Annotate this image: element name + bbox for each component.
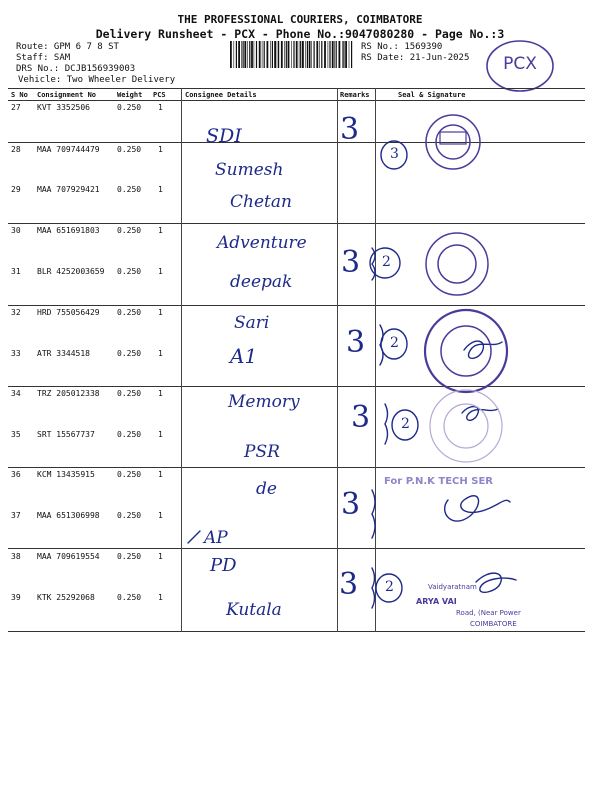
company-stamp-text: For P.N.K TECH SER	[384, 476, 493, 487]
row-weight: 0.250	[117, 430, 142, 439]
circled-number: 2	[390, 335, 399, 351]
barcode-bar	[305, 41, 306, 68]
barcode-bar	[321, 41, 322, 68]
barcode-bar	[238, 41, 240, 68]
row-consignment: KTK 25292068	[37, 593, 95, 602]
handwritten-name: de	[256, 479, 277, 499]
col-weight: Weight	[117, 91, 143, 99]
handwritten-name: Sari	[234, 313, 270, 333]
barcode-bar	[286, 41, 287, 68]
row-consignment: MAA 651691803	[37, 226, 100, 235]
row-sno: 39	[11, 593, 21, 602]
signature	[464, 341, 502, 358]
row-weight: 0.250	[117, 349, 142, 358]
col-consignment: Consignment No	[37, 91, 97, 99]
ink-brace	[385, 404, 388, 444]
barcode-bar	[256, 41, 257, 68]
row-consignment: MAA 709619554	[37, 552, 100, 561]
round-stamp-inner	[438, 245, 476, 283]
table-top-border	[8, 88, 585, 89]
staff-label: Staff: SAM	[16, 53, 71, 63]
row-sno: 33	[11, 349, 21, 358]
signature	[476, 573, 516, 592]
barcode-bar	[339, 41, 341, 68]
col-pcs: PCS	[153, 91, 166, 99]
round-stamp	[425, 310, 507, 392]
row-pcs: 1	[158, 267, 163, 276]
row-sno: 35	[11, 430, 21, 439]
row-weight: 0.250	[117, 103, 142, 112]
row-divider	[8, 467, 585, 468]
barcode-bar	[342, 41, 343, 68]
row-sno: 37	[11, 511, 21, 520]
row-consignment: HRD 755056429	[37, 308, 100, 317]
row-sno: 32	[11, 308, 21, 317]
row-weight: 0.250	[117, 145, 142, 154]
barcode-bar	[300, 41, 301, 68]
row-weight: 0.250	[117, 470, 142, 479]
row-pcs: 1	[158, 470, 163, 479]
circled-number: 2	[385, 579, 394, 595]
row-divider	[8, 305, 585, 306]
barcode-image	[230, 41, 355, 68]
barcode-bar	[319, 41, 320, 68]
row-weight: 0.250	[117, 389, 142, 398]
remarks-column-divider	[337, 88, 338, 632]
handwritten-name: PD	[210, 555, 237, 576]
row-consignment: TRZ 205012338	[37, 389, 100, 398]
row-sno: 27	[11, 103, 21, 112]
row-pcs: 1	[158, 103, 163, 112]
col-consignee: Consignee Details	[185, 91, 257, 99]
row-sno: 36	[11, 470, 21, 479]
barcode-bar	[241, 41, 242, 68]
barcode-bar	[247, 41, 248, 68]
row-weight: 0.250	[117, 511, 142, 520]
row-consignment: ATR 3344518	[37, 349, 90, 358]
row-sno: 34	[11, 389, 21, 398]
row-consignment: MAA 709744479	[37, 145, 100, 154]
row-pcs: 1	[158, 349, 163, 358]
row-sno: 38	[11, 552, 21, 561]
barcode-bar	[244, 41, 246, 68]
row-pcs: 1	[158, 593, 163, 602]
col-remarks: Remarks	[340, 91, 370, 99]
barcode-bar	[293, 41, 294, 68]
company-stamp-text: Vaidyaratnam	[428, 583, 477, 591]
col-seal: Seal & Signature	[398, 91, 466, 99]
barcode-bar	[270, 41, 271, 68]
barcode-bar	[311, 41, 312, 68]
barcode-bar	[309, 41, 311, 68]
row-pcs: 1	[158, 389, 163, 398]
row-pcs: 1	[158, 552, 163, 561]
signature	[445, 496, 510, 521]
barcode-bar	[345, 41, 347, 68]
faint-stamp-inner	[444, 404, 488, 448]
remark-mark: 3	[346, 325, 366, 360]
row-consignment: SRT 15567737	[37, 430, 95, 439]
barcode-bar	[262, 41, 263, 68]
row-weight: 0.250	[117, 267, 142, 276]
row-pcs: 1	[158, 185, 163, 194]
row-divider	[8, 548, 585, 549]
remark-mark: 3	[340, 112, 360, 147]
rs-number: RS No.: 1569390	[361, 42, 443, 52]
circled-number: 2	[382, 254, 391, 270]
row-pcs: 1	[158, 430, 163, 439]
remark-mark: 3	[341, 487, 361, 522]
barcode-bar	[349, 41, 350, 68]
row-sno: 31	[11, 267, 21, 276]
row-weight: 0.250	[117, 185, 142, 194]
row-weight: 0.250	[117, 226, 142, 235]
row-pcs: 1	[158, 308, 163, 317]
barcode-bar	[243, 41, 244, 68]
round-stamp	[426, 233, 488, 295]
barcode-bar	[291, 41, 292, 68]
barcode-bar	[328, 41, 329, 68]
runsheet-title: Delivery Runsheet - PCX - Phone No.:9047080280 - Page No.:3	[95, 27, 505, 41]
row-sno: 29	[11, 185, 21, 194]
barcode-bar	[277, 41, 278, 68]
row-divider	[8, 386, 585, 387]
handwritten-name: deepak	[230, 272, 293, 292]
row-divider	[8, 142, 585, 143]
barcode-bar	[281, 41, 283, 68]
round-stamp-inner	[441, 326, 491, 376]
company-stamp-text: COIMBATORE	[470, 620, 517, 628]
handwritten-name: Adventure	[217, 233, 307, 253]
handwritten-name: Chetan	[230, 192, 292, 212]
barcode-bar	[259, 41, 261, 68]
row-consignment: KCM 13435915	[37, 470, 95, 479]
handwritten-name: AP	[204, 528, 228, 548]
rs-date: RS Date: 21-Jun-2025	[361, 53, 470, 63]
barcode-bar	[272, 41, 273, 68]
barcode-bar	[299, 41, 300, 68]
row-weight: 0.250	[117, 552, 142, 561]
barcode-bar	[302, 41, 304, 68]
row-sno: 28	[11, 145, 21, 154]
barcode-bar	[264, 41, 265, 68]
pcx-stamp-text: PCX	[503, 54, 537, 74]
circled-number: 3	[390, 146, 399, 162]
row-consignment: MAA 707929421	[37, 185, 100, 194]
row-weight: 0.250	[117, 308, 142, 317]
table-bottom-border	[8, 631, 585, 632]
handwritten-name: Sumesh	[215, 160, 284, 180]
barcode-bar	[249, 41, 250, 68]
company-title: THE PROFESSIONAL COURIERS, COIMBATORE	[177, 13, 423, 26]
barcode-bar	[314, 41, 315, 68]
handwritten-name: SDI	[206, 125, 242, 147]
handwritten-name: A1	[230, 344, 258, 368]
header-divider	[8, 100, 585, 101]
barcode-bar	[284, 41, 285, 68]
drs-number: DRS No.: DCJB156939003	[16, 64, 136, 74]
barcode-bar	[351, 41, 352, 68]
row-pcs: 1	[158, 511, 163, 520]
barcode-bar	[254, 41, 255, 68]
remark-mark: 3	[341, 245, 361, 280]
row-consignment: MAA 651306998	[37, 511, 100, 520]
row-consignment: BLR 4252003659	[37, 267, 105, 276]
barcode-bar	[316, 41, 318, 68]
faint-stamp	[430, 390, 502, 462]
row-divider	[8, 223, 585, 224]
barcode-bar	[307, 41, 308, 68]
barcode-bar	[230, 41, 232, 68]
row-consignment: KVT 3352506	[37, 103, 90, 112]
barcode-bar	[267, 41, 269, 68]
ink-brace	[380, 325, 383, 365]
circled-number: 2	[401, 416, 410, 432]
remark-mark: 3	[339, 567, 359, 602]
company-stamp-text: ARYA VAI	[416, 597, 457, 606]
barcode-bar	[236, 41, 237, 68]
barcode-bar	[343, 41, 344, 68]
ink-stroke	[188, 531, 200, 543]
signature	[462, 407, 498, 421]
barcode-bar	[278, 41, 279, 68]
row-pcs: 1	[158, 226, 163, 235]
barcode-bar	[274, 41, 276, 68]
handwritten-name: Kutala	[226, 600, 282, 620]
row-weight: 0.250	[117, 593, 142, 602]
barcode-bar	[324, 41, 326, 68]
barcode-bar	[332, 41, 334, 68]
barcode-bar	[251, 41, 253, 68]
col-sno: S No	[11, 91, 28, 99]
barcode-bar	[296, 41, 298, 68]
seal-column-divider	[375, 88, 376, 632]
row-pcs: 1	[158, 145, 163, 154]
company-stamp-text: Road, (Near Power	[456, 609, 521, 617]
barcode-bar	[334, 41, 335, 68]
row-sno: 30	[11, 226, 21, 235]
handwritten-name: PSR	[244, 442, 280, 462]
barcode-bar	[288, 41, 290, 68]
consignee-column-divider	[181, 88, 182, 632]
barcode-bar	[336, 41, 337, 68]
route-label: Route: GPM 6 7 8 ST	[16, 42, 119, 52]
handwritten-name: Memory	[228, 392, 300, 412]
remark-mark: 3	[351, 400, 371, 435]
vehicle-label: Vehicle: Two Wheeler Delivery	[18, 75, 176, 85]
barcode-bar	[234, 41, 235, 68]
barcode-bar	[329, 41, 330, 68]
